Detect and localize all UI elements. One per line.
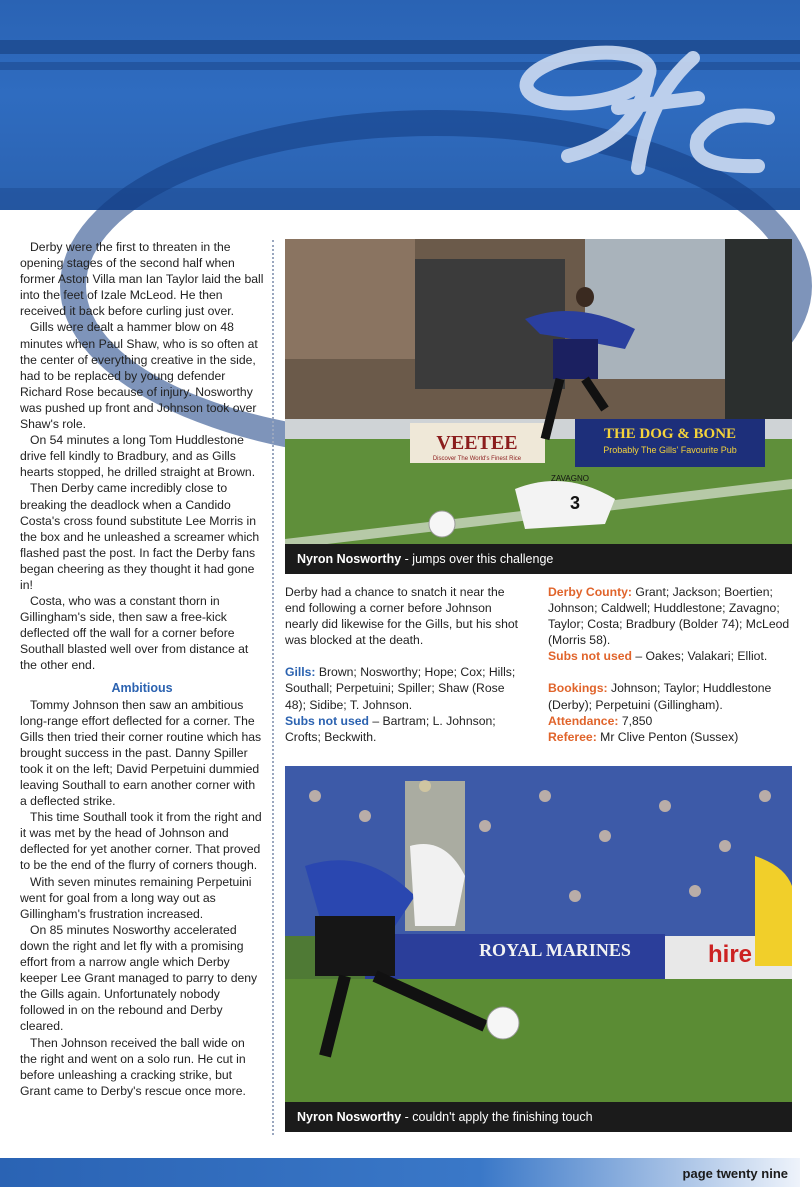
article-left-column bbox=[20, 239, 264, 1099]
match-report-right bbox=[548, 584, 792, 745]
article-paragraph: With seven minutes remaining Perpetuini went for goal from a long way out as Gillingham's frustration increased. bbox=[20, 874, 252, 921]
attendance-value: 7,850 bbox=[618, 713, 653, 728]
article-paragraph: Costa, who was a constant thorn in Gillingham's side, then saw a free-kick deflected off the wall for a corner before Southall blasted well over from distance at the other end. bbox=[20, 594, 249, 673]
article-paragraph: This time Southall took it from the right and it was met by the head of Johnson and deflected for yet another corner. That proved to be the end of the flurry of corners though. bbox=[20, 810, 262, 873]
board-dog-bone: THE DOG & BONE bbox=[603, 426, 737, 442]
shirt-name: ZAVAGNO bbox=[551, 474, 589, 483]
match-photo-top bbox=[285, 239, 792, 574]
board-hire: hire bbox=[707, 941, 753, 968]
board-royal-marines: ROYAL MARINES bbox=[479, 940, 631, 960]
gills-subs-label: Subs not used bbox=[285, 713, 369, 728]
bookings-list: Johnson; Taylor; Huddlestone (Derby); Perpetuini (Gillingham). bbox=[548, 681, 772, 712]
footer-bar bbox=[0, 1158, 800, 1187]
gills-subs-list: – Bartram; L. Johnson; Crofts; Beckwith. bbox=[285, 713, 496, 744]
photo-scene bbox=[285, 239, 792, 574]
logo-text: gfc bbox=[498, 25, 520, 42]
article-paragraph: Derby were the first to threaten in the opening stages of the second half when former Aston Villa man Ian Taylor laid the ball into the feet of Izale McLeod. He then received it back before curling just over. bbox=[20, 240, 264, 319]
gills-subs bbox=[285, 713, 521, 745]
match-photo-bottom bbox=[285, 766, 792, 1132]
article-paragraph: Derby had a chance to snatch it near the end following a corner before Johnson nearly did likewise for the Gills, but his shot was blocked at the death. bbox=[285, 585, 519, 648]
article-paragraph: Then Derby came incredibly close to breaking the deadlock when a Candido Costa's cross found substitute Lee Morris in the box and he unleashed a screamer which flashed past the post. In fact the Derby fans began cheering as they thought it had gone in! bbox=[20, 481, 260, 592]
board-dog-bone-sub: Probably The Gills' Favourite Pub bbox=[603, 445, 737, 455]
referee-value: Mr Clive Penton (Sussex) bbox=[596, 729, 739, 744]
article-paragraph: On 85 minutes Nosworthy accelerated down the right and let fly with a promising effort from a narrow angle which Derby keeper Lee Grant managed to parry to deny the Gills again. Unfortunately nobody followed in on the rebound and Derby cleared. bbox=[20, 922, 258, 1034]
caption-name: Nyron Nosworthy bbox=[297, 552, 402, 566]
shirt-number: 3 bbox=[569, 493, 581, 513]
club-logo bbox=[498, 25, 778, 188]
board-veetee: VEETEE bbox=[436, 432, 518, 454]
gills-lineup bbox=[285, 664, 521, 712]
article-paragraph: On 54 minutes a long Tom Huddlestone drive fell kindly to Bradbury, and as Gills hearts stopped, he drilled straight at Brown. bbox=[20, 433, 256, 480]
derby-team: Grant; Jackson; Boertien; Johnson; Caldwell; Huddlestone; Zavagno; Taylor; Costa; Bradbury (Bolder 74); McLeod (Morris 58). bbox=[548, 585, 790, 648]
board-veetee-sub: Discover The World's Finest Rice bbox=[432, 456, 522, 462]
caption-text: - jumps over this challenge bbox=[401, 552, 554, 566]
attendance bbox=[548, 713, 792, 729]
referee-label: Referee: bbox=[548, 729, 597, 744]
photo-caption bbox=[285, 1102, 792, 1132]
derby-label: Derby County: bbox=[548, 585, 632, 599]
caption-name: Nyron Nosworthy bbox=[297, 1110, 402, 1124]
header-banner bbox=[0, 0, 800, 210]
derby-subs bbox=[548, 648, 792, 664]
article-paragraph: Tommy Johnson then saw an ambitious long-range effort deflected for a corner. The Gills then tried their corner routine which has brought success in the past. Danny Spiller took it on the left; David Perpetuini dummied leaving Southall to earn another corner with a deflected strike. bbox=[20, 697, 262, 809]
match-report-middle bbox=[285, 584, 521, 745]
photo-caption bbox=[285, 544, 792, 574]
article-subheading: Ambitious bbox=[111, 680, 173, 695]
gills-team: Brown; Nosworthy; Hope; Cox; Hills; Southall; Perpetuini; Spiller; Shaw (Rose 48); Sidibe; T. Johnson. bbox=[285, 665, 516, 712]
referee bbox=[548, 729, 792, 745]
attendance-label: Attendance: bbox=[548, 713, 619, 728]
derby-subs-list: – Oakes; Valakari; Elliot. bbox=[631, 649, 768, 664]
page-number: page twenty nine bbox=[682, 1166, 788, 1181]
derby-lineup bbox=[548, 584, 792, 648]
caption-text: - couldn't apply the finishing touch bbox=[401, 1110, 593, 1124]
derby-subs-label: Subs not used bbox=[548, 649, 632, 664]
photo-scene bbox=[285, 766, 792, 1132]
bookings bbox=[548, 680, 792, 712]
column-divider bbox=[272, 240, 274, 1135]
gills-label: Gills: bbox=[285, 665, 316, 680]
bookings-label: Bookings: bbox=[548, 681, 608, 696]
article-paragraph: Gills were dealt a hammer blow on 48 minutes when Paul Shaw, who is so often at the center of everything creative in the side, had to be replaced by young defender Richard Rose because of injury. Nosworthy was pushed up front and Johnson took over Shaw's role. bbox=[20, 320, 258, 432]
article-paragraph: Then Johnson received the ball wide on the right and went on a solo run. He cut in before unleashing a cracking strike, but Grant came to Derby's rescue once more. bbox=[20, 1035, 246, 1098]
